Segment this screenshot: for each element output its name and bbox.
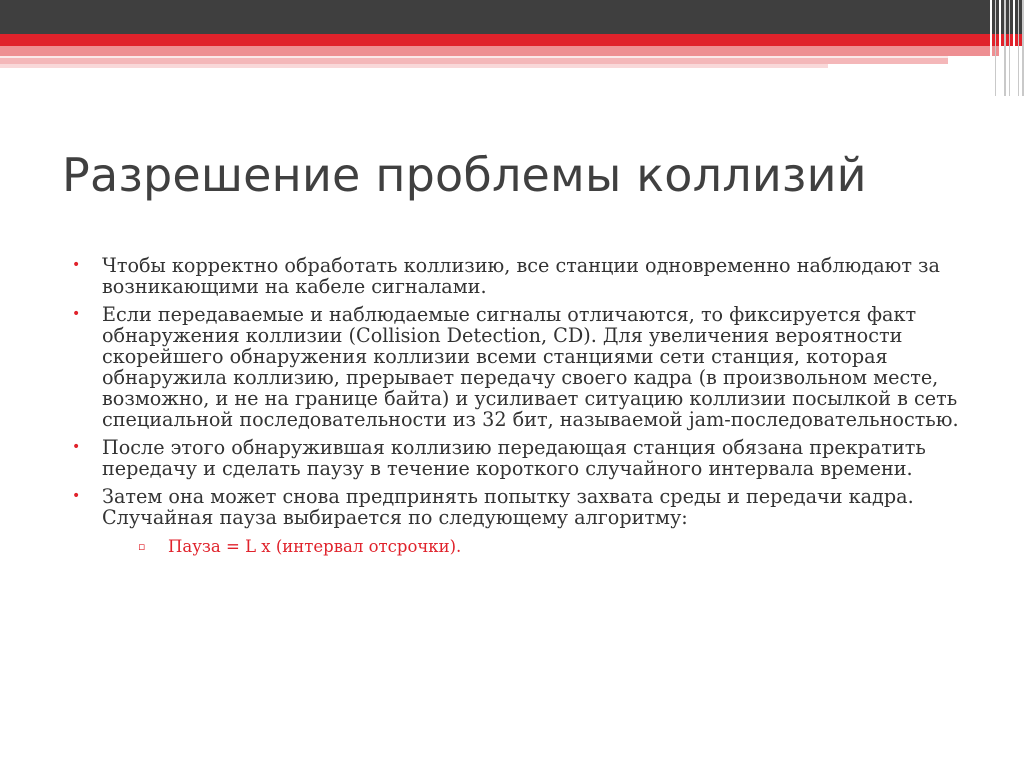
header-band-red: [0, 34, 1024, 46]
slide-content: [70, 255, 970, 565]
sub-bullet-item: [102, 536, 970, 558]
bullet-icon: •: [72, 306, 81, 322]
bullet-text: После этого обнаружившая коллизию передающая станция обязана прекратить передачу и сделать паузу в течение короткого случайного интервала времени.: [102, 436, 926, 480]
bullet-item: [70, 255, 970, 297]
bullet-list: [70, 255, 970, 558]
header-stripes-decoration: [990, 0, 1024, 96]
bullet-text: Если передаваемые и наблюдаемые сигналы отличаются, то фиксируется факт обнаружения коллизии (Collision Detection, CD). Для увеличения вероятности скорейшего обнаружения коллизии всеми станциями сети станция, которая обнаружила коллизию, прерывает передачу своего кадра (в произвольном месте, возможно, и не на границе байта) и усиливает ситуацию коллизии посылкой в сеть специальной последовательности из 32 бит, называемой jam-последовательностью.: [102, 303, 959, 431]
bullet-icon: •: [72, 488, 81, 504]
sub-bullet-icon: ▫: [138, 540, 146, 553]
header-band-faint: [0, 64, 828, 68]
bullet-item: [70, 304, 970, 430]
bullet-icon: •: [72, 439, 81, 455]
bullet-text: Чтобы корректно обработать коллизию, все станции одновременно наблюдают за возникающими на кабеле сигналами.: [102, 254, 940, 298]
sub-bullet-text: Пауза = L x (интервал отсрочки).: [168, 537, 462, 556]
slide-title: Разрешение проблемы коллизий: [62, 148, 867, 202]
bullet-item: [70, 437, 970, 479]
bullet-icon: •: [72, 257, 81, 273]
header-band-light-red: [0, 46, 1000, 56]
bullet-text: Затем она может снова предпринять попытку захвата среды и передачи кадра. Случайная пауза выбирается по следующему алгоритму:: [102, 485, 914, 529]
bullet-item: [70, 486, 970, 558]
header-band-dark: [0, 0, 1024, 34]
sub-bullet-list: [102, 536, 970, 558]
